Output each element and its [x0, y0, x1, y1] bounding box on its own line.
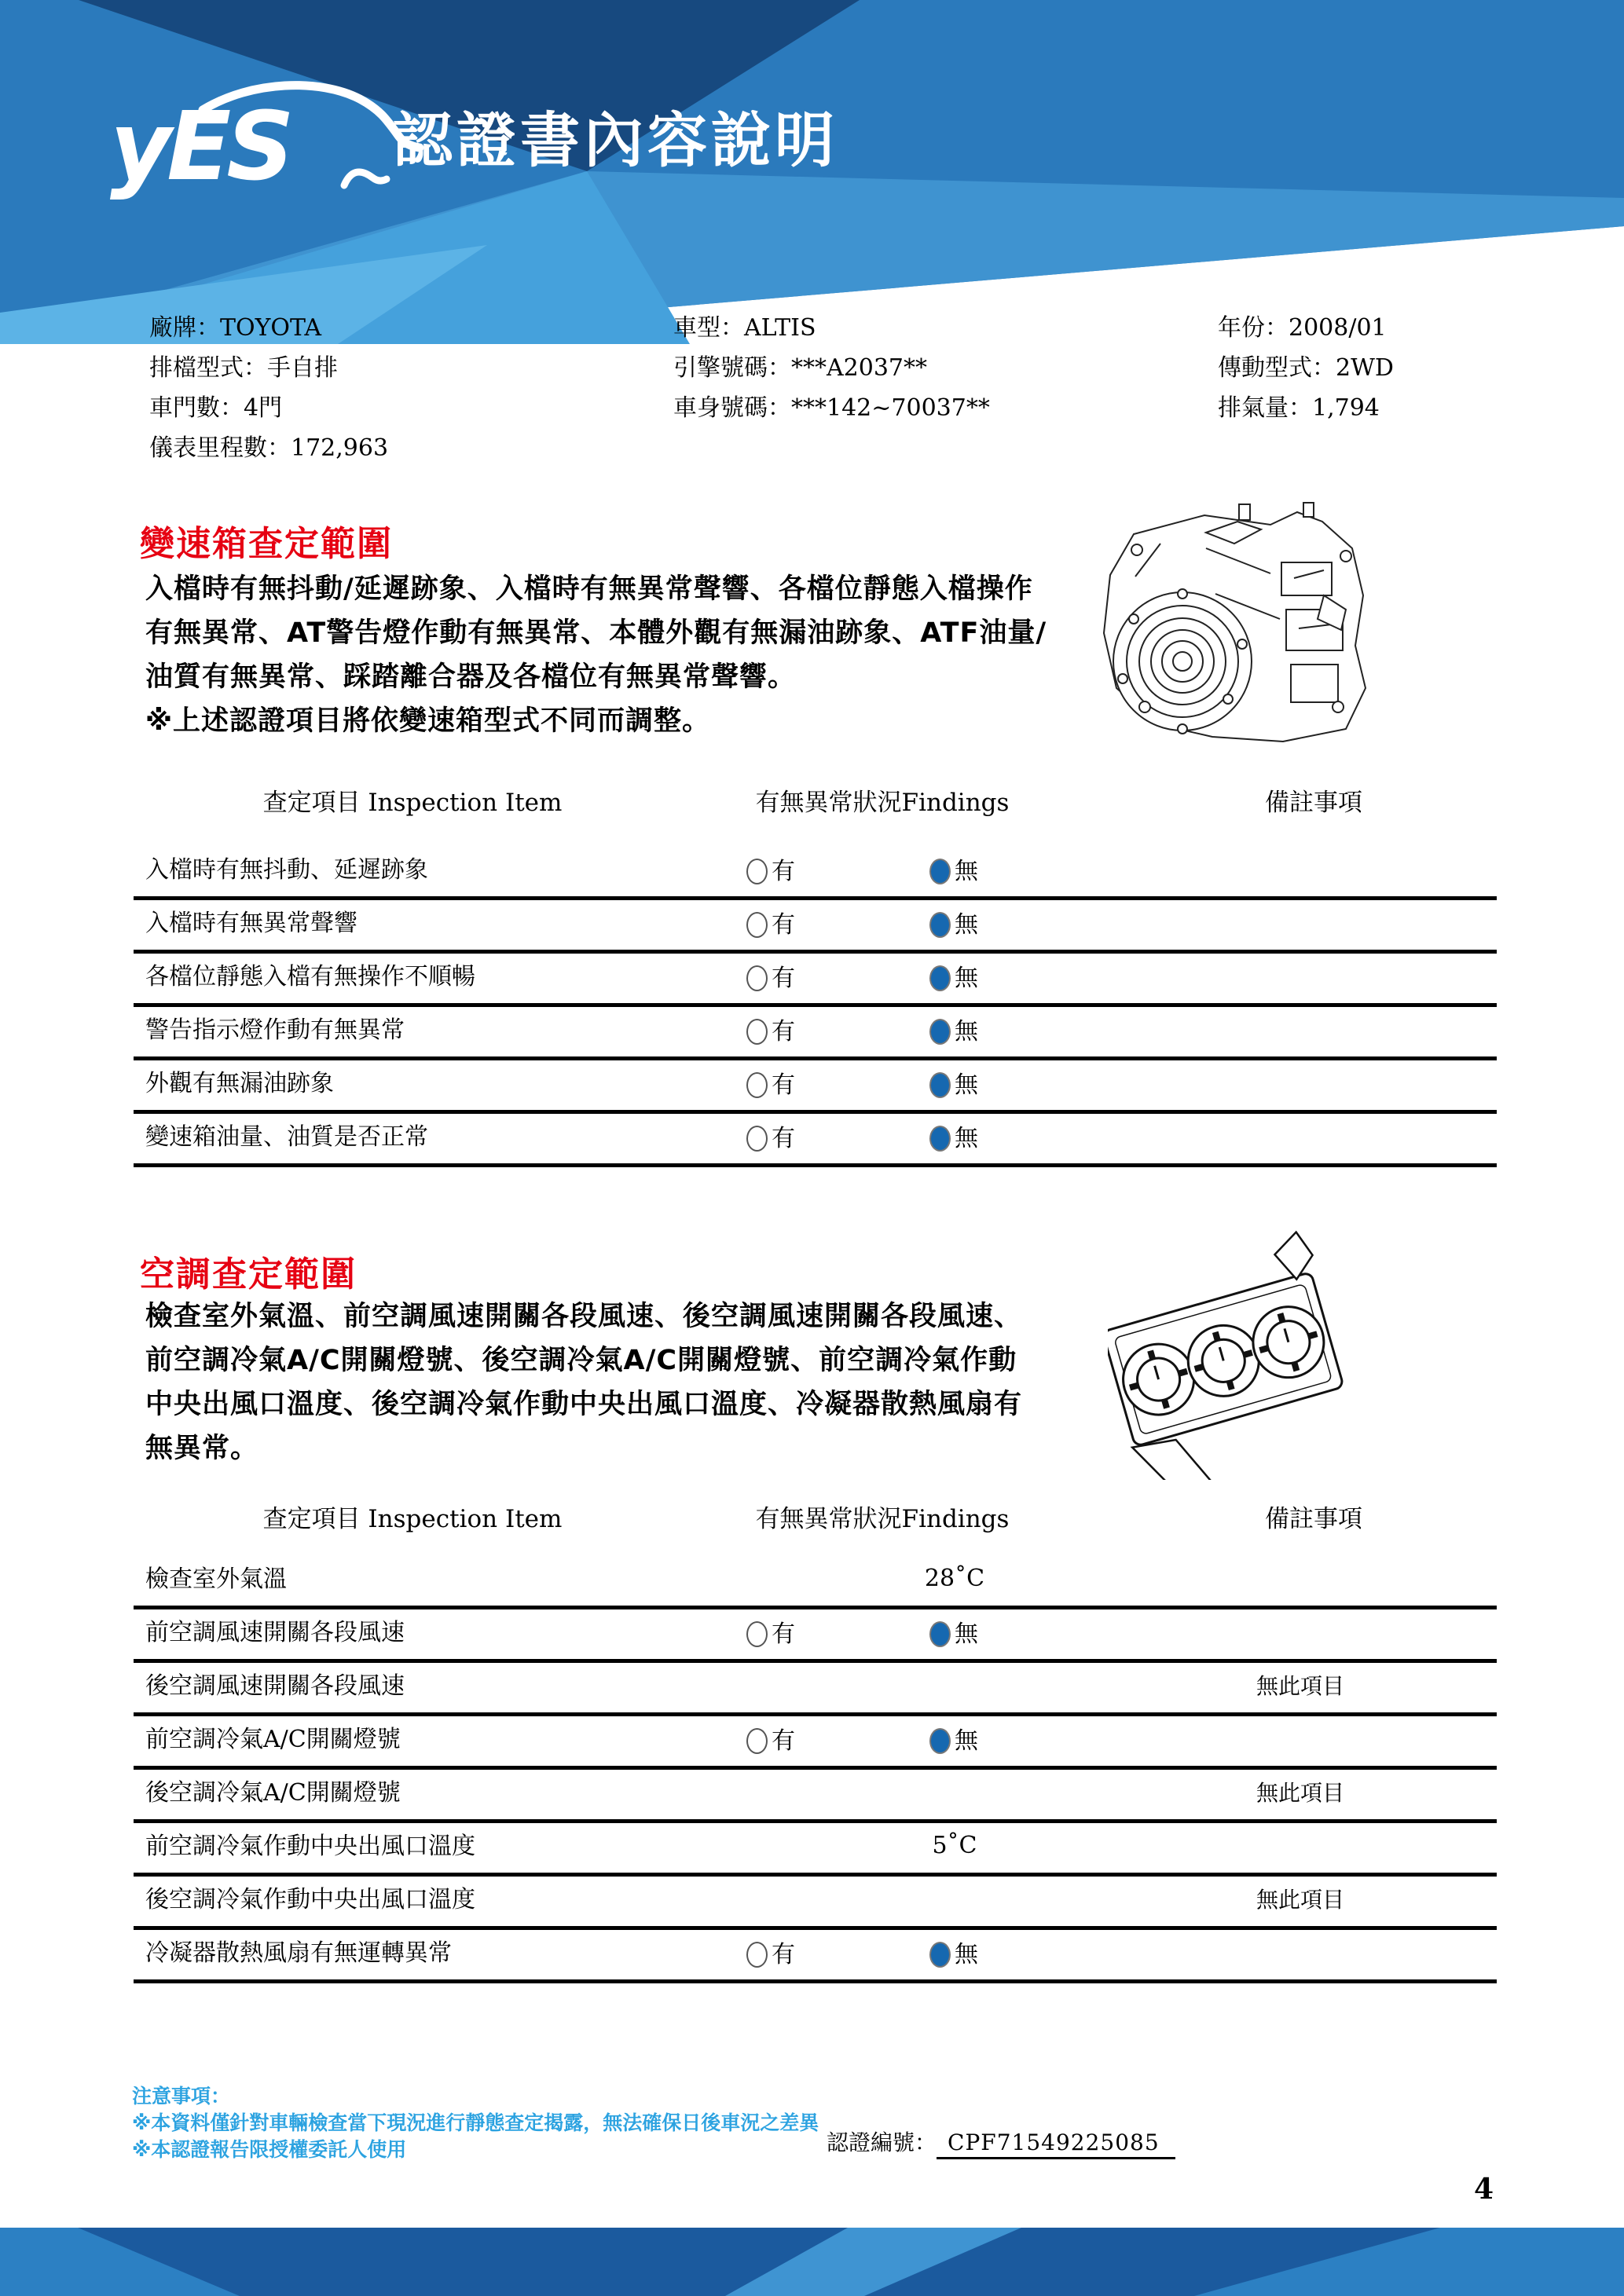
notice-title: 注意事項： — [132, 2085, 231, 2107]
col-header-remark: 備註事項 — [1265, 1505, 1362, 1533]
radio-no-icon[interactable] — [929, 1126, 951, 1152]
table-row — [134, 847, 1497, 900]
radio-option-no[interactable] — [929, 954, 978, 1003]
radio-no-label: 無 — [955, 964, 978, 992]
vehicle-brand: 廠牌：TOYOTA — [149, 314, 322, 342]
certificate-number-label: 認證編號： — [827, 2129, 937, 2155]
radio-yes-label: 有 — [772, 1071, 795, 1099]
inspection-item-label: 前空調冷氣A/C開關燈號 — [145, 1726, 401, 1753]
radio-yes-icon[interactable] — [746, 1728, 768, 1754]
table-row — [134, 1609, 1497, 1663]
radio-yes-icon[interactable] — [746, 1019, 768, 1045]
radio-yes-label: 有 — [772, 1940, 795, 1968]
radio-no-icon[interactable] — [929, 965, 951, 991]
remark-value: 無此項目 — [1256, 1673, 1344, 1699]
radio-yes-label: 有 — [772, 964, 795, 992]
page-title: 認證書內容說明 — [393, 105, 838, 175]
radio-option-yes[interactable] — [746, 1007, 795, 1056]
aircon-description: 檢查室外氣溫、前空調風速開關各段風速、後空調風速開關各段風速、 前空調冷氣A/C開關燈號、後空調冷氣A/C開關燈號、前空調冷氣作動 中央出風口溫度、後空調冷氣作動中央出風口溫度、冷凝器散熱風扇有 無異常。 — [145, 1301, 1023, 1464]
radio-yes-icon[interactable] — [746, 1621, 768, 1647]
radio-no-icon[interactable] — [929, 1019, 951, 1045]
inspection-item-label: 後空調風速開關各段風速 — [145, 1672, 405, 1700]
radio-no-icon[interactable] — [929, 912, 951, 938]
table2-header — [134, 1499, 1497, 1533]
radio-no-label: 無 — [955, 910, 978, 939]
inspection-item-label: 檢查室外氣溫 — [145, 1565, 287, 1593]
inspection-item-label: 警告指示燈作動有無異常 — [145, 1016, 405, 1044]
vehicle-door-count: 車門數：4門 — [149, 394, 283, 422]
section-title-transmission: 變速箱查定範圍 — [140, 524, 393, 564]
radio-yes-icon[interactable] — [746, 912, 768, 938]
radio-no-label: 無 — [955, 1620, 978, 1648]
transmission-table — [134, 847, 1497, 1167]
vehicle-gearbox-type: 排檔型式：手自排 — [149, 354, 338, 382]
radio-no-label: 無 — [955, 857, 978, 885]
radio-option-no[interactable] — [929, 1716, 978, 1766]
table1-header — [134, 782, 1497, 817]
vehicle-model: 車型：ALTIS — [673, 314, 816, 342]
inspection-item-label: 前空調冷氣作動中央出風口溫度 — [145, 1833, 475, 1860]
vehicle-info-col1 — [149, 308, 388, 468]
radio-no-icon[interactable] — [929, 1072, 951, 1098]
radio-option-no[interactable] — [929, 1060, 978, 1110]
vehicle-info-col3 — [1218, 308, 1394, 428]
table-row — [134, 1007, 1497, 1060]
remark-value: 無此項目 — [1256, 1887, 1344, 1913]
table-row — [134, 1556, 1497, 1609]
radio-no-label: 無 — [955, 1017, 978, 1045]
table-row — [134, 1823, 1497, 1877]
radio-option-no[interactable] — [929, 1114, 978, 1163]
col-header-item: 查定項目 Inspection Item — [262, 1505, 563, 1533]
table-row — [134, 1770, 1497, 1823]
radio-yes-icon[interactable] — [746, 1942, 768, 1968]
col-header-item: 查定項目 Inspection Item — [262, 789, 563, 817]
notice-line: ※本認證報告限授權委託人使用 — [132, 2138, 407, 2161]
radio-no-label: 無 — [955, 1940, 978, 1968]
page-banner — [0, 0, 1624, 346]
transmission-illustration — [1088, 501, 1380, 751]
radio-option-no[interactable] — [929, 1007, 978, 1056]
notice-block — [132, 2083, 819, 2163]
radio-option-yes[interactable] — [746, 1609, 795, 1659]
radio-no-icon[interactable] — [929, 1942, 951, 1968]
radio-option-no[interactable] — [929, 1609, 978, 1659]
radio-option-yes[interactable] — [746, 1930, 795, 1979]
vehicle-mileage: 儀表里程數：172,963 — [149, 434, 389, 462]
radio-no-icon[interactable] — [929, 1728, 951, 1754]
certificate-number-row — [827, 2126, 1175, 2157]
inspection-item-label: 入檔時有無異常聲響 — [145, 910, 357, 937]
table-row — [134, 1716, 1497, 1770]
vehicle-info-col2 — [673, 308, 990, 428]
svg-text:yES: yES — [110, 93, 290, 202]
table-row — [134, 954, 1497, 1007]
radio-no-label: 無 — [955, 1727, 978, 1755]
table-row — [134, 1114, 1497, 1167]
inspection-item-label: 後空調冷氣作動中央出風口溫度 — [145, 1886, 475, 1913]
radio-yes-icon[interactable] — [746, 1126, 768, 1152]
vehicle-year: 年份：2008/01 — [1218, 314, 1387, 342]
page-number: 4 — [1474, 2173, 1494, 2206]
table-row — [134, 1060, 1497, 1114]
inspection-item-label: 後空調冷氣A/C開關燈號 — [145, 1779, 401, 1807]
vehicle-drive-type: 傳動型式：2WD — [1218, 354, 1394, 382]
radio-option-no[interactable] — [929, 847, 978, 896]
inspection-item-label: 前空調風速開關各段風速 — [145, 1619, 405, 1646]
radio-no-label: 無 — [955, 1071, 978, 1099]
radio-yes-icon[interactable] — [746, 965, 768, 991]
radio-option-yes[interactable] — [746, 1060, 795, 1110]
notice-line: ※本資料僅針對車輛檢查當下現況進行靜態查定揭露，無法確保日後車況之差異 — [132, 2111, 819, 2134]
section-title-aircon: 空調查定範圍 — [140, 1254, 357, 1294]
radio-no-label: 無 — [955, 1124, 978, 1152]
findings-value: 5˚C — [932, 1832, 977, 1859]
radio-no-icon[interactable] — [929, 1621, 951, 1647]
inspection-item-label: 各檔位靜態入檔有無操作不順暢 — [145, 963, 475, 991]
inspection-item-label: 變速箱油量、油質是否正常 — [145, 1123, 428, 1151]
findings-value: 28˚C — [924, 1565, 985, 1592]
inspection-item-label: 入檔時有無抖動、延遲跡象 — [145, 856, 428, 884]
ac-panel-illustration — [1108, 1227, 1344, 1480]
radio-yes-label: 有 — [772, 1124, 795, 1152]
radio-yes-label: 有 — [772, 910, 795, 939]
radio-yes-icon[interactable] — [746, 859, 768, 884]
inspection-item-label: 冷凝器散熱風扇有無運轉異常 — [145, 1939, 452, 1967]
table-row — [134, 1930, 1497, 1983]
radio-option-no[interactable] — [929, 900, 978, 950]
table-row — [134, 1877, 1497, 1930]
transmission-description: 入檔時有無抖動/延遲跡象、入檔時有無異常聲響、各檔位靜態入檔操作 有無異常、AT警告燈作動有無異常、本體外觀有無漏油跡象、ATF油量/ 油質有無異常、踩踏離合器及各檔位有無異常聲響。 ※上述認證項目將依變速箱型式不同而調整。 — [145, 573, 1047, 737]
remark-value: 無此項目 — [1256, 1780, 1344, 1806]
radio-yes-label: 有 — [772, 857, 795, 885]
radio-option-yes[interactable] — [746, 1716, 795, 1766]
radio-yes-label: 有 — [772, 1620, 795, 1648]
inspection-item-label: 外觀有無漏油跡象 — [145, 1070, 334, 1097]
radio-option-no[interactable] — [929, 1930, 978, 1979]
radio-option-yes[interactable] — [746, 847, 795, 896]
radio-yes-label: 有 — [772, 1017, 795, 1045]
radio-yes-icon[interactable] — [746, 1072, 768, 1098]
col-header-remark: 備註事項 — [1265, 789, 1362, 817]
radio-yes-label: 有 — [772, 1727, 795, 1755]
radio-no-icon[interactable] — [929, 859, 951, 884]
col-header-findings: 有無異常狀況Findings — [755, 1505, 1010, 1533]
bottom-band — [0, 2228, 1624, 2296]
vehicle-displacement: 排氣量：1,794 — [1218, 394, 1380, 422]
table-row — [134, 900, 1497, 954]
radio-option-yes[interactable] — [746, 954, 795, 1003]
radio-option-yes[interactable] — [746, 900, 795, 950]
vehicle-engine-no: 引擎號碼：***A2037** — [673, 354, 928, 382]
table-row — [134, 1663, 1497, 1716]
radio-option-yes[interactable] — [746, 1114, 795, 1163]
col-header-findings: 有無異常狀況Findings — [755, 789, 1010, 817]
aircon-table — [134, 1556, 1497, 1983]
vehicle-body-no: 車身號碼：***142~70037** — [673, 394, 990, 422]
certificate-number: CPF71549225085 — [937, 2129, 1175, 2159]
